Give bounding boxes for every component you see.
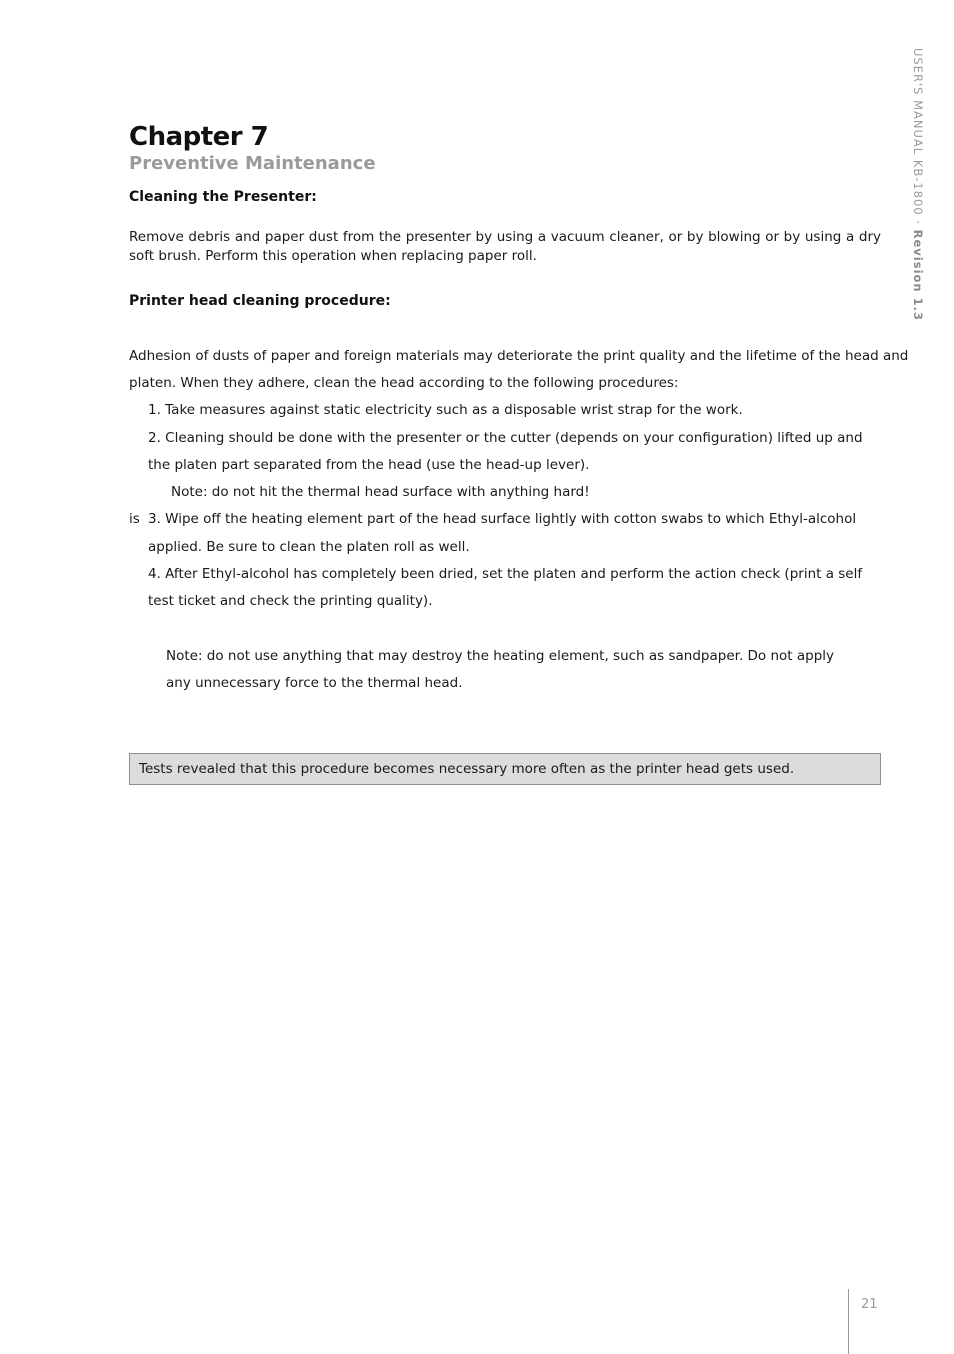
intro-line-2: platen. When they adhere, clean the head according to the following procedures: [129, 375, 679, 391]
step-4-line-1: 4. After Ethyl-alcohol has completely been dried, set the platen and perform the action check (print a self [148, 566, 863, 582]
revision-label: Revision 1.3 [911, 229, 925, 321]
page-number: 21 [861, 1297, 878, 1312]
info-callout-text: Tests revealed that this procedure becomes necessary more often as the printer head gets used. [139, 761, 795, 777]
step-2-line-2: the platen part separated from the head (use the head-up lever). [148, 457, 590, 473]
step-3-line-1: 3. Wipe off the heating element part of the head surface lightly with cotton swabs to which Ethyl-alcohol [148, 511, 857, 527]
section-heading-head-cleaning: Printer head cleaning procedure: [129, 293, 391, 309]
step-3-line-1-end: is [129, 511, 140, 527]
step-2-line-1: 2. Cleaning should be done with the presenter or the cutter (depends on your configuration) lifted up and [148, 430, 863, 446]
manual-title: USER'S MANUAL KB-1800 · [911, 48, 925, 230]
intro-line-1: Adhesion of dusts of paper and foreign materials may deteriorate the print quality and the lifetime of the head and [129, 348, 909, 364]
step-1: 1. Take measures against static electricity such as a disposable wrist strap for the work. [148, 402, 743, 418]
info-callout-box [129, 753, 881, 785]
step-3-line-2: applied. Be sure to clean the platen roll as well. [148, 539, 470, 555]
chapter-subtitle: Preventive Maintenance [129, 153, 376, 174]
final-note-line-1: Note: do not use anything that may destroy the heating element, such as sandpaper. Do not apply [166, 648, 835, 664]
cleaning-presenter-paragraph: Remove debris and paper dust from the presenter by using a vacuum cleaner, or by blowing or by using a dry soft brush. Perform this operation when replacing paper roll. [129, 229, 881, 264]
step-3-line-1-row [129, 510, 881, 529]
chapter-title: Chapter 7 [129, 122, 269, 152]
step-2-note: Note: do not hit the thermal head surface with anything hard! [171, 484, 590, 500]
section-heading-cleaning-presenter: Cleaning the Presenter: [129, 189, 317, 205]
footer-divider [848, 1289, 849, 1354]
final-note-line-2: any unnecessary force to the thermal head. [166, 675, 463, 691]
step-4-line-2: test ticket and check the printing quality). [148, 593, 433, 609]
running-header-vertical [911, 48, 925, 321]
